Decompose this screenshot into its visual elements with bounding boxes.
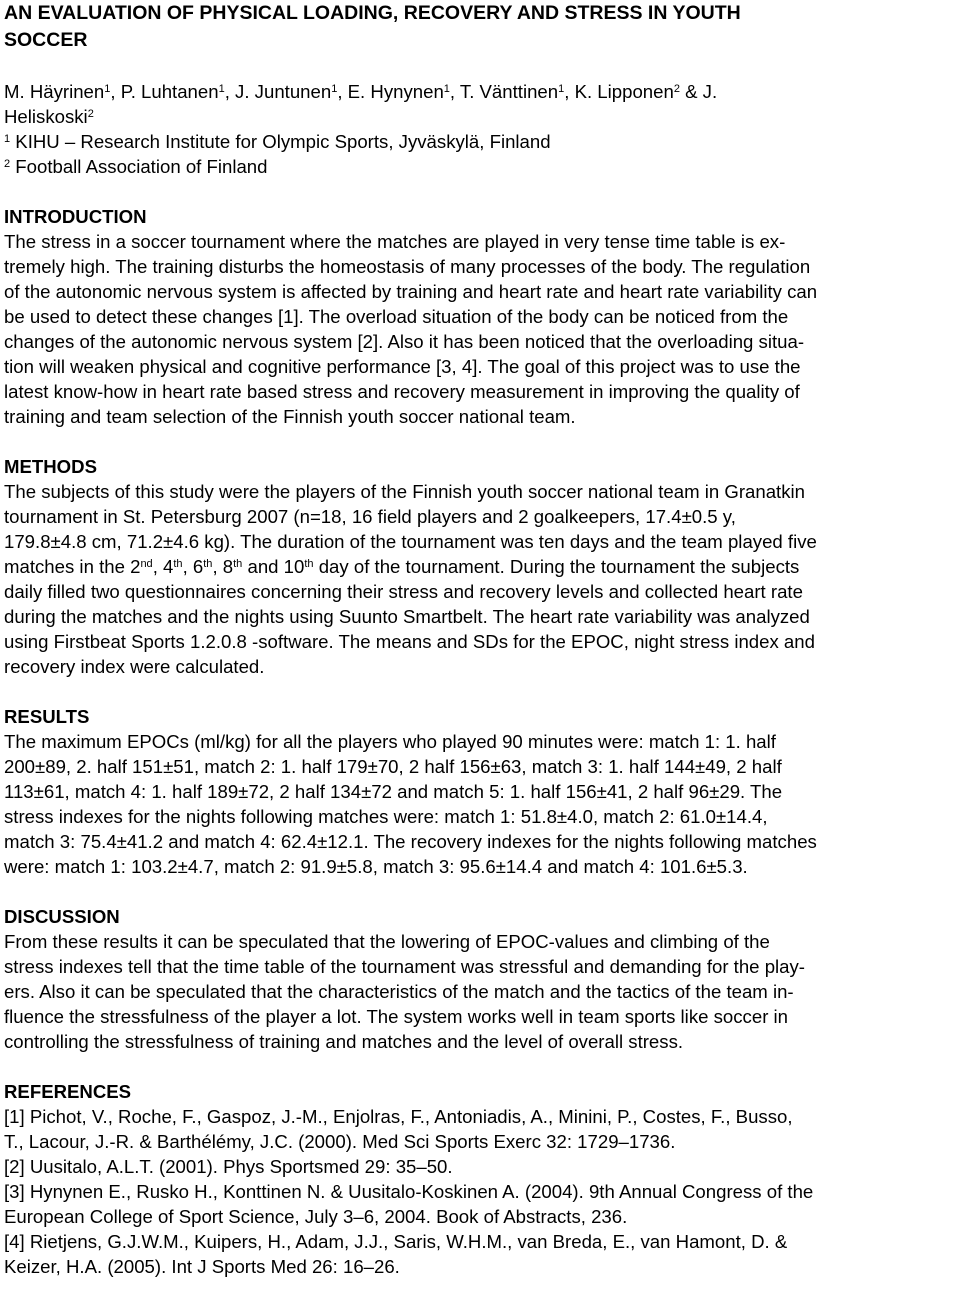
text-fragment: , 4 <box>152 556 174 577</box>
text-line: 113±61, match 4: 1. half 189±72, 2 half 134±72 and match 5: 1. half 156±41, 2 half 96±29. The <box>4 781 783 802</box>
discussion-paragraph <box>4 929 956 1054</box>
reference-line: T., Lacour, J.-R. & Barthélémy, J.C. (2000). Med Sci Sports Exerc 32: 1729–1736. <box>4 1131 676 1152</box>
text-line: The stress in a soccer tournament where the matches are played in very tense time table is ex- <box>4 231 786 252</box>
text-line: were: match 1: 103.2±4.7, match 2: 91.9±5.8, match 3: 95.6±14.4 and match 4: 101.6±5.3. <box>4 856 748 877</box>
text-line: 200±89, 2. half 151±51, match 2: 1. half 179±70, 2 half 156±63, match 3: 1. half 144±49, 2 half <box>4 756 782 777</box>
text-line: tremely high. The training disturbs the homeostasis of many processes of the body. The regulation <box>4 256 811 277</box>
section-heading-introduction: INTRODUCTION <box>4 206 147 227</box>
title-line: AN EVALUATION OF PHYSICAL LOADING, RECOVERY AND STRESS IN YOUTH <box>4 2 741 24</box>
affiliation-marker: 1 <box>4 132 11 145</box>
text-line: latest know-how in heart rate based stress and recovery measurement in improving the quality of <box>4 381 800 402</box>
author-name: , T. Vänttinen <box>449 81 559 102</box>
affiliation-marker: 1 <box>104 82 111 95</box>
text-line: controlling the stressfulness of training and matches and the level of overall stress. <box>4 1031 684 1052</box>
author-list <box>4 79 956 129</box>
affiliation-marker: 1 <box>558 82 565 95</box>
text-line: fluence the stressfulness of the player a lot. The system works well in team sports like soccer in <box>4 1006 789 1027</box>
text-line: The maximum EPOCs (ml/kg) for all the players who played 90 minutes were: match 1: 1. half <box>4 731 776 752</box>
affiliation-marker: 2 <box>87 107 94 120</box>
author-name: M. Häyrinen <box>4 81 105 102</box>
affiliation <box>4 129 956 154</box>
text-line: recovery index were calculated. <box>4 656 265 677</box>
reference-line: Keizer, H.A. (2005). Int J Sports Med 26: 16–26. <box>4 1256 400 1277</box>
text-fragment: , 6 <box>182 556 204 577</box>
methods-paragraph <box>4 479 956 679</box>
text-line: be used to detect these changes [1]. The overload situation of the body can be noticed from the <box>4 306 789 327</box>
text-line: ers. Also it can be speculated that the characteristics of the match and the tactics of the team in- <box>4 981 794 1002</box>
text-line: using Firstbeat Sports 1.2.0.8 -software. The means and SDs for the EPOC, night stress index and <box>4 631 815 652</box>
text-line: tournament in St. Petersburg 2007 (n=18, 16 field players and 2 goalkeepers, 17.4±0.5 y, <box>4 506 736 527</box>
affiliation-marker: 1 <box>218 82 225 95</box>
paper-title <box>4 0 956 54</box>
ordinal-suffix: nd <box>140 557 153 570</box>
affiliation-marker: 1 <box>331 82 338 95</box>
author-name: Heliskoski <box>4 106 88 127</box>
affiliation-list <box>4 129 956 179</box>
reference-list <box>4 1104 956 1279</box>
affiliation-marker: 2 <box>673 82 680 95</box>
author-name: , K. Lipponen <box>564 81 674 102</box>
ordinal-suffix: th <box>173 557 183 570</box>
reference-line: [4] Rietjens, G.J.W.M., Kuipers, H., Adam, J.J., Saris, W.H.M., van Breda, E., van Hamont, D. & <box>4 1231 788 1252</box>
text-line: training and team selection of the Finnish youth soccer national team. <box>4 406 576 427</box>
reference-line: [3] Hynynen E., Rusko H., Konttinen N. & Uusitalo-Koskinen A. (2004). 9th Annual Congress of the <box>4 1181 814 1202</box>
ordinal-suffix: th <box>304 557 314 570</box>
section-heading-methods: METHODS <box>4 456 97 477</box>
section-heading-results: RESULTS <box>4 706 90 727</box>
text-fragment: day of the tournament. During the tournament the subjects <box>313 556 800 577</box>
author-line <box>4 104 956 129</box>
affiliation-text: Football Association of Finland <box>10 156 268 177</box>
results-paragraph <box>4 729 956 879</box>
text-line <box>4 554 956 579</box>
ordinal-suffix: th <box>233 557 243 570</box>
introduction-paragraph <box>4 229 956 429</box>
author-name: , E. Hynynen <box>337 81 444 102</box>
author-name: & J. <box>679 81 718 102</box>
text-line: match 3: 75.4±41.2 and match 4: 62.4±12.1. The recovery indexes for the nights following matches <box>4 831 817 852</box>
text-line: of the autonomic nervous system is affected by training and heart rate and heart rate variability can <box>4 281 818 302</box>
section-heading-discussion: DISCUSSION <box>4 906 120 927</box>
affiliation-text: KIHU – Research Institute for Olympic Sports, Jyväskylä, Finland <box>10 131 551 152</box>
text-line: The subjects of this study were the players of the Finnish youth soccer national team in Granatkin <box>4 481 805 502</box>
author-line <box>4 79 956 104</box>
text-fragment: , 8 <box>212 556 234 577</box>
author-name: , J. Juntunen <box>224 81 332 102</box>
author-name: , P. Luhtanen <box>110 81 219 102</box>
title-line: SOCCER <box>4 29 88 51</box>
text-line: stress indexes for the nights following matches were: match 1: 51.8±4.0, match 2: 61.0±14.4, <box>4 806 768 827</box>
text-line: From these results it can be speculated that the lowering of EPOC-values and climbing of the <box>4 931 770 952</box>
section-heading-references: REFERENCES <box>4 1081 132 1102</box>
affiliation <box>4 154 956 179</box>
text-line: 179.8±4.8 cm, 71.2±4.6 kg). The duration of the tournament was ten days and the team played five <box>4 531 817 552</box>
affiliation-marker: 2 <box>4 157 11 170</box>
text-fragment: and 10 <box>242 556 305 577</box>
text-fragment: matches in the 2 <box>4 556 141 577</box>
reference-line: [2] Uusitalo, A.L.T. (2001). Phys Sportsmed 29: 35–50. <box>4 1156 453 1177</box>
affiliation-marker: 1 <box>443 82 450 95</box>
text-line: daily filled two questionnaires concerning their stress and recovery levels and collected heart rate <box>4 581 803 602</box>
text-line: stress indexes tell that the time table of the tournament was stressful and demanding for the play- <box>4 956 805 977</box>
reference-line: [1] Pichot, V., Roche, F., Gaspoz, J.-M., Enjolras, F., Antoniadis, A., Minini, P., Costes, F., Busso, <box>4 1106 793 1127</box>
text-line: tion will weaken physical and cognitive performance [3, 4]. The goal of this project was to use the <box>4 356 801 377</box>
ordinal-suffix: th <box>203 557 213 570</box>
reference-line: European College of Sport Science, July 3–6, 2004. Book of Abstracts, 236. <box>4 1206 628 1227</box>
text-line: changes of the autonomic nervous system [2]. Also it has been noticed that the overloading situa- <box>4 331 805 352</box>
text-line: during the matches and the nights using Suunto Smartbelt. The heart rate variability was analyzed <box>4 606 810 627</box>
